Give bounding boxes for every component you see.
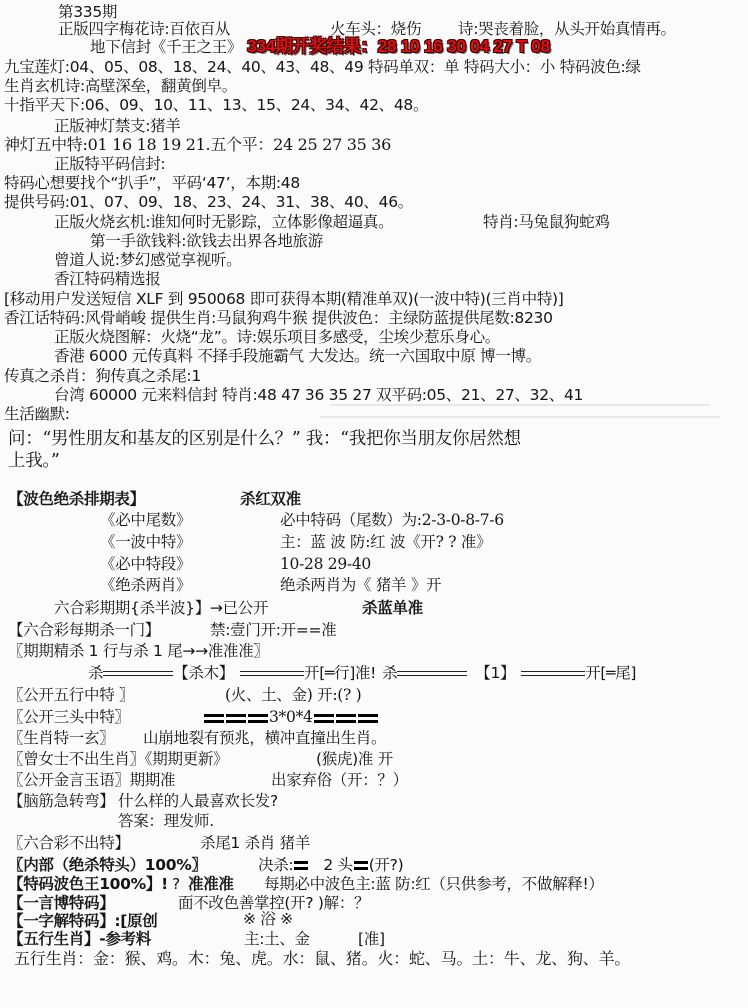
- diyishou: 第一手欲钱料:欲钱去出界各地旅游: [90, 232, 323, 250]
- xinxiang-line: 特码心想要找个“扒手”，平码‘47’，本期:48: [4, 174, 300, 192]
- train-head: 火车头：烧伤: [330, 20, 422, 38]
- bose-zhun: 准准准: [188, 875, 234, 893]
- huoshao-tujie: 正版火烧图解：火烧“龙”。诗:娱乐项目多感受，尘埃少惹乐身心。: [54, 328, 500, 346]
- wuxing-sx-label: 【五行生肖】-参考料: [8, 930, 151, 948]
- humor-label: 生活幽默:: [4, 405, 70, 423]
- santou-value: 3*0*4: [269, 708, 313, 726]
- double-rule: [240, 671, 304, 676]
- table-row-label: 《必中特段》: [100, 555, 192, 573]
- kill-door-value: 禁:壹门开:开==准: [210, 621, 337, 639]
- zeng-value: (猴虎)准 开: [316, 750, 393, 768]
- double-rule: [103, 671, 173, 676]
- buchu-value: 杀尾1 杀肖 猪羊: [200, 834, 311, 852]
- tigong-line: 提供号码:01、07、09、18、23、24、31、38、40、46。: [4, 193, 413, 211]
- bar-icon: [336, 714, 356, 723]
- chuanzhen-line: 传真之杀肖：狗传真之杀尾:1: [4, 367, 201, 385]
- hk6000-line: 香港 6000 元传真料 不择手段施霸气 大发达。统一六国取中原 博一博。: [54, 347, 541, 365]
- riddle-answer: 答案：理发师.: [118, 812, 214, 830]
- kill-text: 杀: [88, 664, 104, 682]
- bar-icon: [204, 714, 224, 723]
- kill-one: 【1】: [475, 664, 516, 682]
- neibu-value: 2 头: [323, 856, 353, 874]
- issue-number: 第335期: [58, 3, 118, 21]
- sms-line: [移动用户发送短信 XLF 到 950068 即可获得本期(精准单双)(一波中特)(三肖中特)]: [4, 290, 564, 308]
- half-wave-verdict: 杀蓝单准: [362, 599, 423, 617]
- riddle-question: 什么样的人最喜欢长发?: [118, 792, 278, 810]
- kill-text-2: 杀: [382, 664, 398, 682]
- table-row-label: 《必中尾数》: [100, 511, 192, 529]
- tw60000-line: 台湾 60000 元来料信封 特肖:48 47 36 35 27 双平码:05、21、27、32、41: [54, 386, 584, 404]
- bar-icon: [294, 861, 308, 870]
- open-row: 开[═行]准!: [304, 664, 377, 682]
- table-row-value: 主：蓝 波 防:红 波《开? ? 准》: [280, 533, 492, 551]
- shizhi-line: 十指平天下:06、09、10、11、13、15、24、34、42、48。: [4, 96, 429, 114]
- neibu-kill: 决杀:: [258, 856, 294, 874]
- bar-icon: [358, 714, 378, 723]
- xuan-value: 山崩地裂有预兆，横冲直撞出生肖。: [143, 729, 387, 747]
- table-row-label: 《一波中特》: [100, 533, 192, 551]
- scan-artifact: [330, 404, 710, 406]
- joke-line-1: 问：“男性朋友和基友的区别是什么？” 我：“我把你当朋友你居然想: [8, 429, 521, 449]
- table-row-label: 《绝杀两肖》: [100, 576, 192, 594]
- kill-row: [88, 664, 636, 682]
- envelope-label: 地下信封《千王之王》: [90, 38, 243, 56]
- jinyan-value: 出家弃俗（开：？）: [271, 771, 408, 789]
- shendeng-forbid: 正版神灯禁支:猪羊: [54, 117, 181, 135]
- neibu-open: (开?): [368, 856, 404, 874]
- bose-value: 每期必中波色主:蓝 防:红（只供参考，不做解释!）: [264, 875, 604, 893]
- half-wave-line: 六合彩期期{杀半波}】→已公开: [54, 599, 269, 617]
- table-row-value: 必中特码（尾数）为:2-3-0-8-7-6: [280, 511, 504, 529]
- xiangjiang-title: 香江特码精选报: [54, 270, 161, 288]
- xuan-label: 〖生肖特一玄〗: [8, 729, 115, 747]
- bar-icon: [354, 861, 368, 870]
- poem-text: 诗:哭丧着脸，从头开始真情再。: [458, 20, 676, 38]
- result-banner: 334期开奖结果：28 10 16 30 04 27 T 08: [247, 36, 550, 56]
- poem-label: 正版四字梅花诗:百依百从: [58, 20, 231, 38]
- shendeng-five: 神灯五中特:01 16 18 19 21.五个平：24 25 27 35 36: [4, 135, 392, 154]
- buchu-label: 〖六合彩不出特】: [8, 834, 130, 852]
- scan-artifact: [320, 416, 720, 418]
- wuxing-list: 五行生肖：金：猴、鸡。木：兔、虎。水：鼠、猪。火：蛇、马。土：牛、龙、狗、羊。: [14, 949, 631, 968]
- xiangjiang-hua: 香江话特码:风骨峭峻 提供生肖:马鼠狗鸡牛猴 提供波色：主绿防蓝提供尾数:8230: [4, 309, 553, 327]
- open-tail: 开[═尾]: [585, 664, 637, 682]
- pingma-envelope: 正版特平码信封:: [54, 155, 166, 173]
- yiyan-value: 面不改色善掌控(开? )解：？: [178, 894, 370, 912]
- bar-icon: [248, 714, 268, 723]
- yizi-label: 【一字解特码】:[原创: [8, 912, 158, 930]
- joke-line-2: 上我。”: [8, 451, 60, 471]
- table-row-value: 绝杀两肖为《 猪羊 》开: [280, 576, 442, 594]
- zeng-label: 〖曾女士不出生肖〗《期期更新》: [8, 750, 229, 768]
- wuxing-value: (火、土、金) 开:(? ): [225, 686, 362, 704]
- table-row-value: 10-28 29-40: [280, 555, 371, 573]
- double-rule: [521, 671, 585, 676]
- yizi-value: ※ 浴 ※: [243, 910, 293, 928]
- riddle-label: 【脑筋急转弯】: [8, 792, 115, 810]
- neibu-label: 〖内部（绝杀特头）100%〗: [8, 856, 207, 874]
- santou-row: [203, 708, 379, 726]
- jinyan-label: 〖公开金言玉语〗期期准: [8, 771, 176, 789]
- bar-icon: [226, 714, 246, 723]
- table-verdict: 杀红双准: [240, 490, 301, 508]
- kill-row-label: 〖期期精杀 1 行与杀 1 尾→→准准准〗: [8, 642, 269, 660]
- wuxing-sx-zhun: [准]: [358, 930, 385, 948]
- bose-question: ?: [172, 875, 180, 893]
- wuxing-sx-value: 主:土、金: [244, 930, 310, 948]
- kill-wood: 【杀木】: [173, 664, 235, 682]
- zengdaoren: 曾道人说:梦幻感觉享视听。: [54, 251, 242, 269]
- kill-door-label: 【六合彩每期杀一门】: [8, 621, 161, 639]
- table-title: 【波色绝杀排期表】: [8, 490, 145, 508]
- yiyan-label: 【一言博特码】: [8, 894, 115, 912]
- santou-label: 〖公开三头中特〗: [8, 708, 130, 726]
- huoshao-xuanji: 正版火烧玄机:谁知何时无影踪，立体影像超逼真。: [54, 213, 394, 231]
- wuxing-label: 〖公开五行中特 〗: [8, 686, 135, 704]
- texiao: 特肖:马兔鼠狗蛇鸡: [483, 213, 610, 231]
- shengxiao-poem: 生肖玄机诗:高壁深垒，翻黄倒皁。: [4, 77, 237, 95]
- double-rule: [397, 671, 467, 676]
- bar-icon: [314, 714, 334, 723]
- jiubao-line: 九宝莲灯:04、05、08、18、24、40、43、48、49 特码单双：单 特码大小：小 特码波色:绿: [4, 58, 641, 76]
- bose-label: 【特码波色王100%】!: [8, 875, 168, 893]
- neibu-row: [258, 856, 403, 874]
